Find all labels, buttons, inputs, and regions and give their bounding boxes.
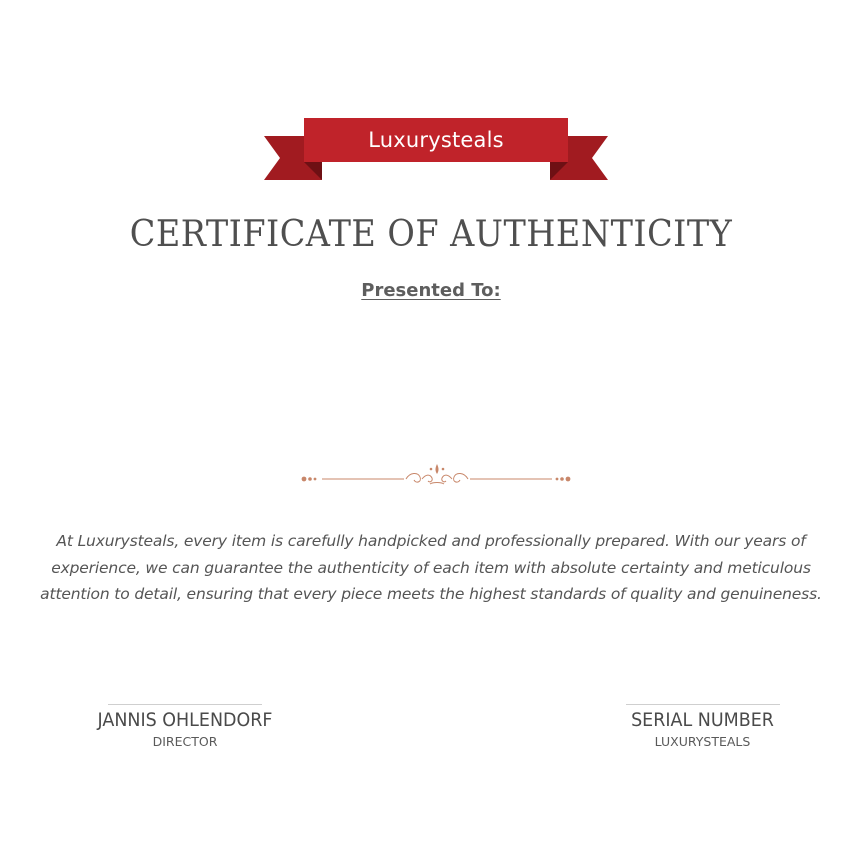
- signature-line: [108, 704, 262, 705]
- presented-to-label: Presented To:: [361, 280, 501, 301]
- serial-issuer: LUXURYSTEALS: [654, 734, 751, 749]
- director-signature-block: [80, 704, 290, 749]
- serial-number-label: SERIAL NUMBER: [631, 709, 774, 731]
- brand-ribbon: [262, 114, 610, 184]
- signatory-role: DIRECTOR: [152, 734, 218, 749]
- signatory-name: JANNIS OHLENDORF: [97, 709, 273, 731]
- serial-number-block: [600, 704, 805, 749]
- flourish-divider-icon: [300, 460, 572, 490]
- certificate-title: CERTIFICATE OF AUTHENTICITY: [129, 214, 733, 255]
- authenticity-statement: At Luxurysteals, every item is carefully handpicked and professionally prepared. With our years of experience, we can guarantee the authenticity of each item with absolute certainty and meticulous attention to detail, ensuring that every piece meets the highest standards of quality and genuineness.: [40, 532, 822, 603]
- brand-name: Luxurysteals: [368, 128, 504, 152]
- signature-line: [626, 704, 780, 705]
